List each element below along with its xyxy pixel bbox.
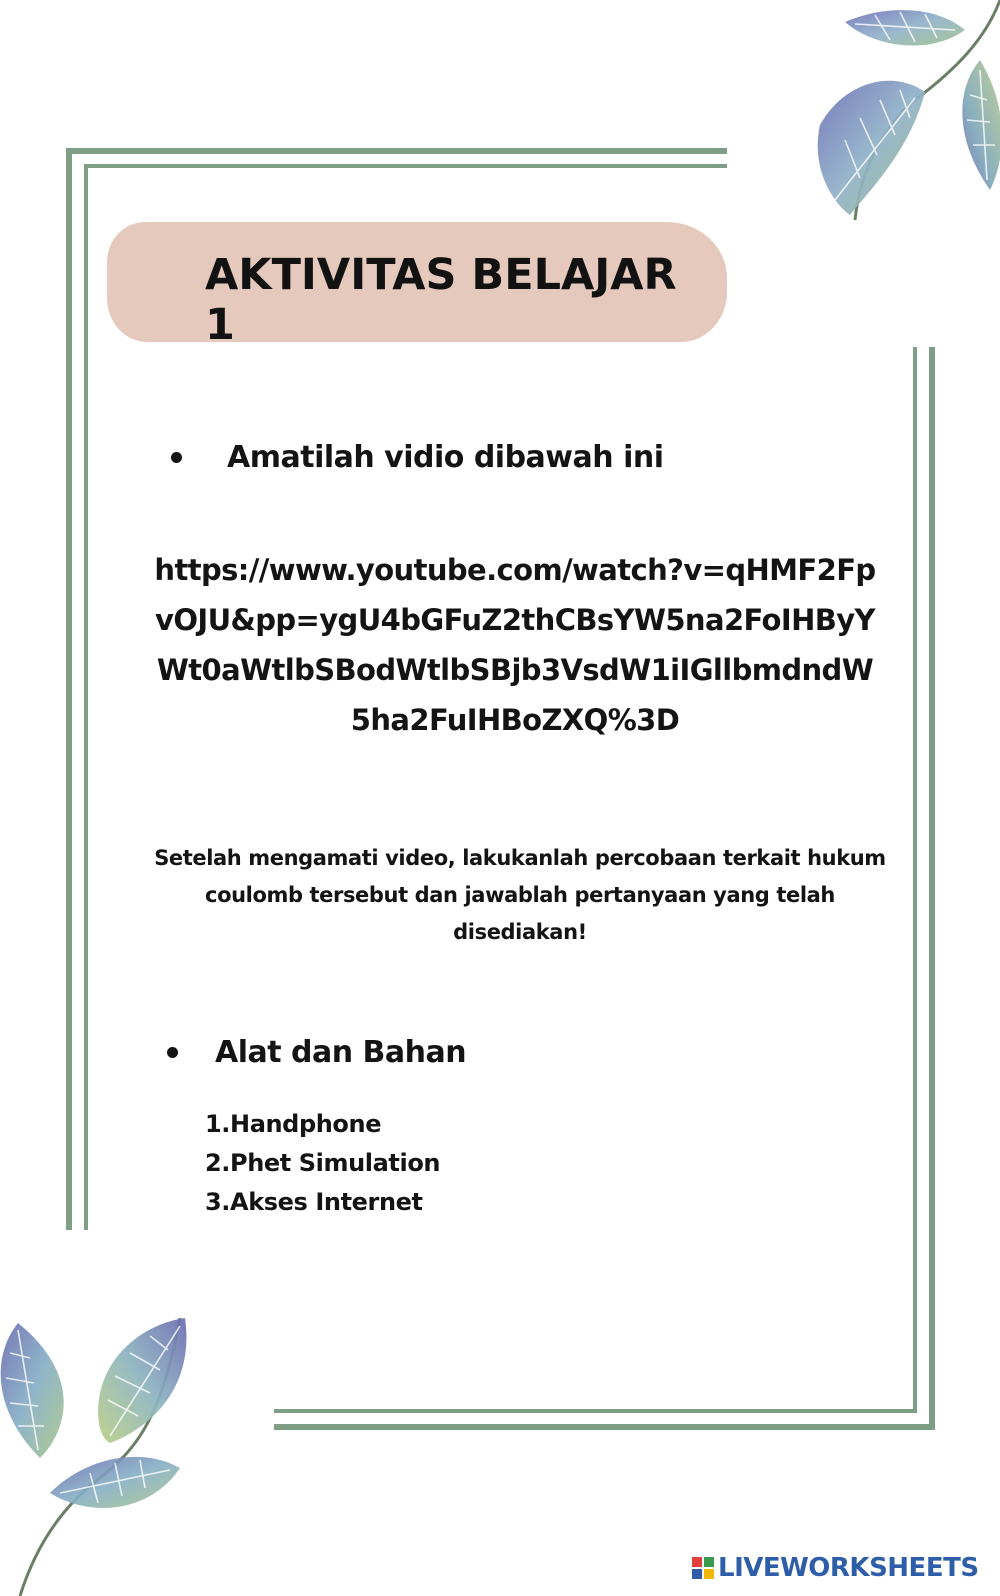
frame-left-outer xyxy=(66,148,72,1230)
liveworksheets-brand xyxy=(692,1553,979,1583)
frame-bottom-inner xyxy=(274,1409,917,1413)
frame-right-outer xyxy=(929,347,935,1430)
frame-top-outer xyxy=(66,148,727,154)
leaves-top-right-icon xyxy=(815,0,1000,225)
list-item: 2.Phet Simulation xyxy=(205,1149,441,1177)
observe-bullet-row xyxy=(171,440,664,475)
list-item: 1.Handphone xyxy=(205,1110,382,1138)
observe-bullet-text: Amatilah vidio dibawah ini xyxy=(227,440,664,475)
materials-bullet-row xyxy=(167,1035,466,1070)
materials-list xyxy=(205,1105,440,1222)
instruction-text: Setelah mengamati video, lakukanlah percobaan terkait hukum coulomb tersebut dan jawablah pertanyaan yang telah disediakan! xyxy=(154,846,886,944)
bullet-dot-icon xyxy=(171,452,182,463)
video-link[interactable]: https://www.youtube.com/watch?v=qHMF2FpvOJU&pp=ygU4bGFuZ2thCBsYW5na2FoIHByYWt0aWtlbSBodWtlbSBjb3VsdW1iIGllbmdndW5ha2FuIHBoZXQ%3D xyxy=(154,553,876,737)
frame-bottom-outer xyxy=(274,1424,935,1430)
frame-right-inner xyxy=(913,347,917,1409)
frame-left-inner xyxy=(84,164,88,1230)
materials-heading: Alat dan Bahan xyxy=(215,1035,467,1070)
brand-text: LIVEWORKSHEETS xyxy=(718,1553,979,1583)
leaves-bottom-left-icon xyxy=(0,1318,215,1596)
bullet-dot-icon xyxy=(167,1047,178,1058)
list-item: 3.Akses Internet xyxy=(205,1188,423,1216)
page-title: AKTIVITAS BELAJAR 1 xyxy=(205,250,677,350)
liveworksheets-logo-icon xyxy=(692,1557,714,1579)
frame-top-inner xyxy=(84,164,727,168)
